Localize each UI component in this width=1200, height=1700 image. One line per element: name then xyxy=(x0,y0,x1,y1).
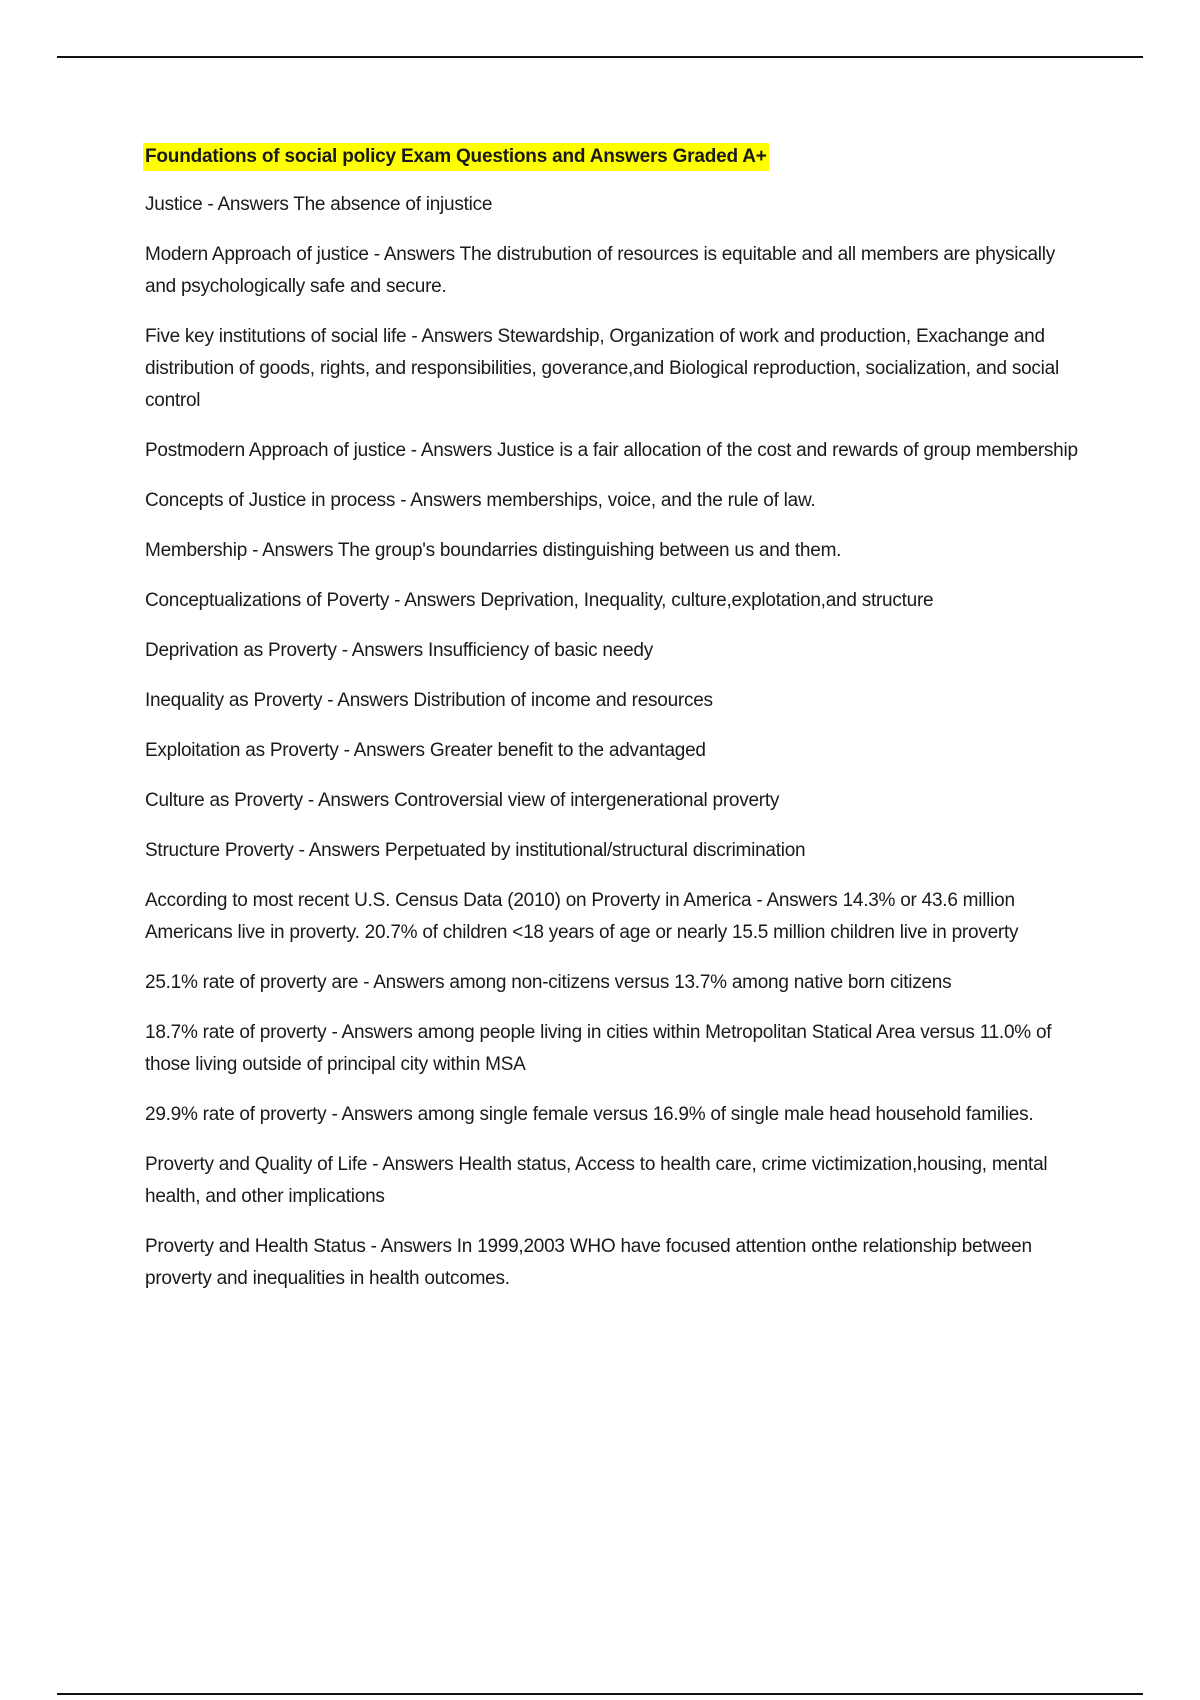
document-title: Foundations of social policy Exam Questions and Answers Graded A+ xyxy=(143,143,769,171)
qa-entry: Five key institutions of social life - Answers Stewardship, Organization of work and production, Exachange and distribution of goods, rights, and responsibilities, goverance,and Biological reproduction, socialization, and social control xyxy=(145,326,1059,411)
qa-entry: Structure Proverty - Answers Perpetuated by institutional/structural discrimination xyxy=(145,840,806,861)
qa-entry: Proverty and Quality of Life - Answers Health status, Access to health care, crime victimization,housing, mental health, and other implications xyxy=(145,1154,1048,1207)
qa-entry: Justice - Answers The absence of injustice xyxy=(145,194,493,215)
qa-entry: Proverty and Health Status - Answers In 1999,2003 WHO have focused attention onthe relationship between proverty and inequalities in health outcomes. xyxy=(145,1236,1032,1289)
qa-entry: 29.9% rate of proverty - Answers among single female versus 16.9% of single male head household families. xyxy=(145,1104,1034,1125)
qa-entry: 25.1% rate of proverty are - Answers among non-citizens versus 13.7% among native born citizens xyxy=(145,972,952,993)
qa-entry: Postmodern Approach of justice - Answers Justice is a fair allocation of the cost and rewards of group membership xyxy=(145,440,1078,461)
qa-entry: Exploitation as Proverty - Answers Greater benefit to the advantaged xyxy=(145,740,706,761)
qa-entry: According to most recent U.S. Census Data (2010) on Proverty in America - Answers 14.3% or 43.6 million Americans live in proverty. 20.7% of children <18 years of age or nearly 15.5 million children live in proverty xyxy=(145,890,1019,943)
qa-entry: Membership - Answers The group's boundarries distinguishing between us and them. xyxy=(145,540,842,561)
document-body xyxy=(145,143,1090,1313)
bottom-divider xyxy=(57,1693,1143,1695)
qa-entry: Culture as Proverty - Answers Controversial view of intergenerational proverty xyxy=(145,790,780,811)
top-divider xyxy=(57,56,1143,58)
qa-entry: Concepts of Justice in process - Answers memberships, voice, and the rule of law. xyxy=(145,490,816,511)
qa-entry: 18.7% rate of proverty - Answers among people living in cities within Metropolitan Statical Area versus 11.0% of those living outside of principal city within MSA xyxy=(145,1022,1052,1075)
qa-entry: Conceptualizations of Poverty - Answers Deprivation, Inequality, culture,explotation,and structure xyxy=(145,590,934,611)
qa-entry: Inequality as Proverty - Answers Distribution of income and resources xyxy=(145,690,713,711)
qa-entry: Modern Approach of justice - Answers The distrubution of resources is equitable and all members are physically and psychologically safe and secure. xyxy=(145,244,1055,297)
qa-entry: Deprivation as Proverty - Answers Insufficiency of basic needy xyxy=(145,640,653,661)
